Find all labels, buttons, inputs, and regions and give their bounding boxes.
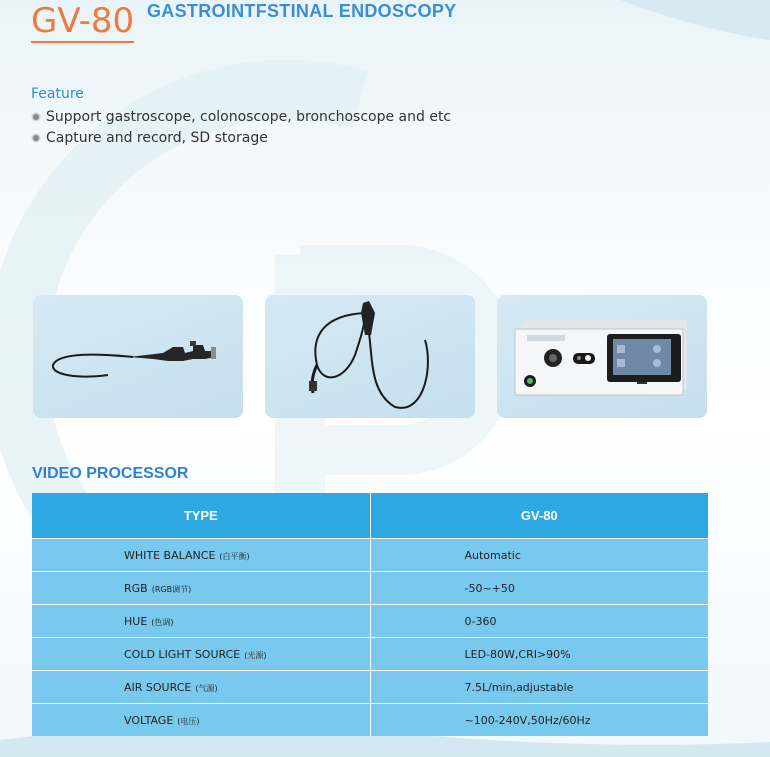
column-header-type: TYPE (32, 493, 370, 539)
param-name: VOLTAGE (124, 713, 174, 727)
colonoscope-card (265, 295, 475, 418)
param-name: COLD LIGHT SOURCE (124, 647, 241, 661)
model-title: GV-80 (31, 1, 135, 41)
feature-item (31, 106, 451, 127)
param-cell (32, 704, 370, 737)
param-name: WHITE BALANCE (124, 548, 216, 562)
bullet-icon (33, 135, 39, 141)
param-cell (32, 572, 370, 605)
param-name-cn: (气源) (195, 683, 218, 693)
table-row (32, 671, 708, 704)
bullet-icon (33, 114, 39, 120)
column-header-model: GV-80 (370, 493, 708, 539)
feature-item (31, 127, 451, 148)
table-row (32, 539, 708, 572)
param-cell (32, 539, 370, 572)
table-row (32, 605, 708, 638)
table-row (32, 704, 708, 737)
feature-text: Capture and record, SD storage (46, 129, 268, 146)
video-processor-image (497, 295, 707, 418)
table-row (32, 572, 708, 605)
gastroscope-image (33, 295, 243, 418)
video-processor-heading: VIDEO PROCESSOR (32, 465, 189, 482)
feature-list (31, 106, 451, 148)
processor-card (497, 295, 707, 418)
value-cell: 0-360 (370, 605, 708, 638)
param-name: HUE (124, 614, 148, 628)
gastroscope-card (33, 295, 243, 418)
colonoscope-image (265, 295, 475, 418)
param-cell (32, 638, 370, 671)
param-name-cn: (RGB调节) (151, 584, 192, 594)
param-name-cn: (色调) (151, 617, 174, 627)
param-cell (32, 671, 370, 704)
value-cell: ~100-240V,50Hz/60Hz (370, 704, 708, 737)
param-cell (32, 605, 370, 638)
feature-heading: Feature (31, 86, 84, 102)
value-cell: -50~+50 (370, 572, 708, 605)
product-title: GASTROINTFSTINAL ENDOSCOPY (147, 1, 457, 21)
param-name: AIR SOURCE (124, 680, 192, 694)
table-row (32, 638, 708, 671)
spec-table (32, 493, 708, 736)
feature-text: Support gastroscope, colonoscope, bronchoscope and etc (46, 108, 452, 125)
param-name-cn: (白平衡) (219, 551, 250, 561)
table-header-row (32, 493, 708, 539)
value-cell: 7.5L/min,adjustable (370, 671, 708, 704)
param-name-cn: (光源) (244, 650, 267, 660)
param-name-cn: (电压) (177, 716, 200, 726)
param-name: RGB (124, 581, 148, 595)
value-cell: LED-80W,CRI>90% (370, 638, 708, 671)
value-cell: Automatic (370, 539, 708, 572)
